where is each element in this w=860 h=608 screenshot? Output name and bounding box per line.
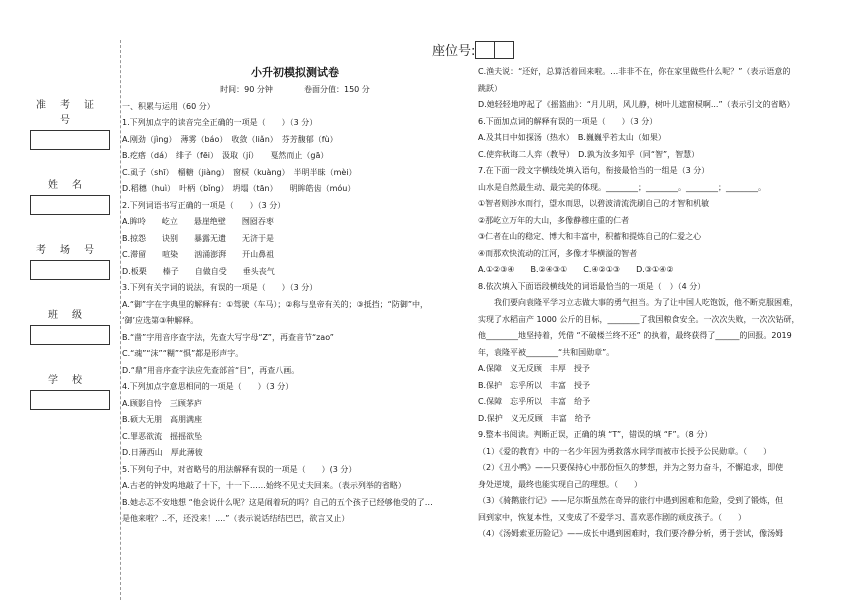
question-line: A.保障 义无反顾 丰厚 授予 [478,364,590,373]
question-line: 我们要向袁隆平学习立志做大事的勇气担当。为了让中国人吃饱饭，他不断克服困难， [478,298,798,307]
question-line: ②那屹立万年的大山，多像静穆庄重的仁者 [478,215,630,225]
question-line: C.保障 忘乎所以 丰富 给予 [478,397,591,406]
question-line: 3.下列有关字词的说法，有误的一项是（ ）（3 分） [122,283,318,292]
question-line: C.使弈秋诲二人弈（教导） D.孰为汝多知乎（同“智”，智慧） [478,149,700,159]
question-line: 6.下面加点词的解释有误的一项是（ ）（3 分） [478,116,658,126]
student-info-sidebar [30,96,114,436]
question-line: 年，袁隆平被________“共和国勋章”。 [478,347,615,357]
question-line: D.板栗 榛子 自做自受 垂头丧气 [122,266,275,276]
question-line: C.滞留 喧染 汹涌澎湃 开山鼻祖 [122,250,275,259]
question-line: 9.整本书阅读。判断正误，正确的填 “T”，错误的填 “F”。（8 分） [478,430,713,439]
seat-number-label: 座位号: [432,44,476,59]
name-label: 姓名 [48,180,96,191]
exam-time: 时间：90 分钟 [220,85,273,94]
question-line: 是他来啦？..不，还没来！....”（表示说话结结巴巴，欲言又止） [122,514,350,523]
question-line: （2）《丑小鸭》——只要保持心中那份恒久的梦想，并为之努力奋斗，不懈追求，即使 [478,463,784,472]
question-line: （4）《汤姆索亚历险记》——成长中遇到困难时，我们要冷静分析，勇于尝试，像汤姆 [478,529,784,538]
question-line: ‘御’应选第③种解释。 [122,316,199,325]
exam-title: 小升初模拟测试卷 [251,66,339,79]
left-column [122,64,468,528]
question-line: （3）《骑鹅旅行记》——尼尔斯虽然在奇异的旅行中遇到困难和危险，受到了锻炼，但 [478,496,784,505]
name-field[interactable] [30,195,110,215]
question-line: B.疙瘩（dá） 绯子（fēi） 汲取（jí） 戛然而止（gā） [122,151,329,160]
question-line: A.眸呤 屹立 悬崖绝壁 囫囵吞枣 [122,217,274,226]
cut-line [120,40,121,600]
question-line: B.掠怨 诀别 暴露无遗 无济于是 [122,233,275,243]
question-line: A.古老的钟发呜地敲了十下，十一下……始终不见丈夫回来。（表示列举的省略） [122,481,406,490]
question-line: A.“御”字在字典里的解释有：①驾驶（车马）；②称与皇帝有关的；③抵挡；“防御”中， [122,299,428,309]
question-line: A.顾影自怜 三顾茅庐 [122,398,202,408]
question-line: B.她忐忑不安地想 “他会说什么呢？这是闹着玩的吗？自己的五个孩子已经够他受的了… [122,497,433,507]
question-line: 4.下列加点字意思相同的一项是（ ）（3 分） [122,382,294,391]
class-field[interactable] [30,325,110,345]
question-line: B.硕大无朋 高朋满座 [122,415,203,424]
question-line: B.“凿”字用音序查字法，先查大写字母“Z”，再查音节“zao” [122,332,334,342]
question-line: C.“魂”“沫”“糊”“惧”都是形声字。 [122,349,244,358]
question-line: 山水是自然最生动、最完美的体现。________；________。________；________。 [478,182,766,192]
question-line: 1.下列加点字的读音完全正确的一项是（ ）（3 分） [122,118,318,127]
room-label: 考场号 [36,245,108,256]
right-question-list [478,64,824,543]
right-column [478,64,824,543]
exam-id-label: 准考证号 [36,100,108,126]
seat-box-2[interactable] [495,41,514,59]
exam-meta [122,82,468,99]
question-line: 5.下列句子中，对省略号的用法解释有误的一项是（ ）(3 分） [122,464,357,474]
question-line: （1）《爱的教育》中的一名少年因为勇救落水同学而被市长授予公民勋章。（ ） [478,446,772,456]
question-line: A.及其日中如探汤（热水） B.巍巍乎若太山（如果） [478,133,666,142]
question-line: A.①②③④ B.②④③① C.④②①③ D.③①④② [478,265,674,274]
seat-box-1[interactable] [475,41,495,59]
question-line: 跳跃） [478,83,502,93]
class-label: 班级 [48,310,96,321]
question-line: B.保护 忘乎所以 丰富 授予 [478,380,591,390]
question-line: D.稻穗（huì） 叶柄（bǐng） 坍塌（tān） 明眸皓齿（móu） [122,184,356,193]
question-line: A.刚劲（jìng） 薄雾（báo） 收敛（liǎn） 芬芳馥郁（fù） [122,134,338,144]
left-question-list [122,99,468,528]
question-line: C.虱子（shī） 榴糖（jiàng） 窗棂（kuàng） 半明半昧（mèi） [122,167,357,177]
question-line: D.日薄西山 厚此薄彼 [122,448,203,457]
question-line: 一、积累与运用（60 分） [122,101,215,111]
question-line: D.她轻轻地哼起了《摇篮曲》：“月儿明，风儿静，树叶儿遮窗棂啊...”（表示引文的省略） [478,100,795,109]
seat-number [432,40,514,59]
question-line: C.渔夫说：“还好，总算活着回来啦。…非非不在，你在家里做些什么呢？”（表示语意的 [478,67,791,76]
question-line: D.保护 义无反顾 丰富 给予 [478,413,591,423]
question-line: C.罪恶欲流 摇摇欲坠 [122,431,203,441]
question-line: ③仁者在山的稳定、博大和丰富中，积蓄和提炼自己的仁爱之心 [478,232,702,241]
exam-id-field[interactable] [30,130,110,150]
question-line: D.“鼎”用音序查字法应先查部首“目”，再查八画。 [122,365,300,375]
question-line: 2.下列词语书写正确的一项是（ ）（3 分） [122,200,286,210]
school-label: 学校 [48,375,96,386]
exam-score: 卷面分值：150 分 [304,85,370,94]
question-line: ①智者则涉水而行，望水而思，以碧波清流洗刷自己的才智和机敏 [478,199,710,208]
question-line: ④而那欢快流动的江河，多像才华横溢的智者 [478,248,638,258]
question-line: 回到家中，恢复本性，又变成了不爱学习、喜欢恶作剧的顽皮孩子。（ ） [478,512,746,522]
question-line: 他________地坚持着，凭借 “不破楼兰终不还” 的执着，最终获得了______的回报。2019 [478,331,792,340]
question-line: 身处逆境，最终也能实现自己的理想。（ ） [478,479,642,489]
question-line: 8.依次填入下面语段横线处的词语最恰当的一项是（ ）（4 分） [478,281,706,291]
school-field[interactable] [30,390,110,410]
room-field[interactable] [30,260,110,280]
question-line: 实现了水稻亩产 1000 公斤的目标，________了我国粮食安全。一次次失败，一次次钻研， [478,314,800,324]
question-line: 7.在下面一段文字横线处填入语句，衔接最恰当的一组是（3 分） [478,166,710,175]
